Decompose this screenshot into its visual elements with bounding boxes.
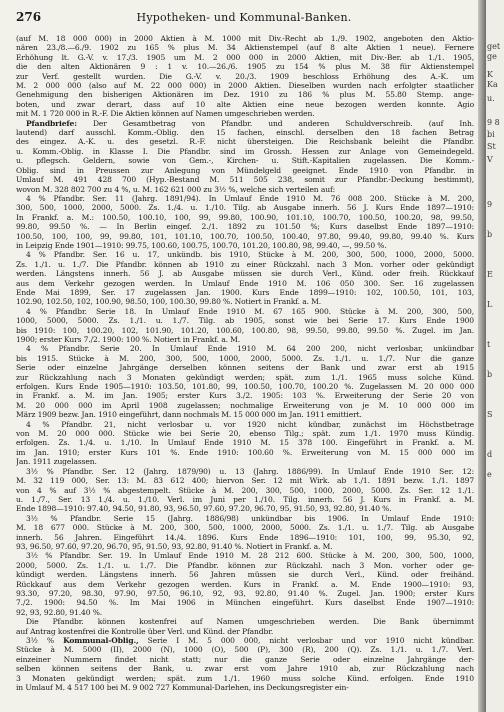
text-line: u. Komm.-Oblig. in Klasse I. Die Pfandbr. sind im Grossh. Hessen zur Anlage von Gemeindegeld. [16,146,474,156]
text-line: 3 Monaten gekündigt werden; spät. zum 1./1. 1960 muss solche Künd. erfolgen. Ende 1910 [16,673,474,683]
text-line: zur Rückzahlung nach 3 Monaten gekündigt werden; spät. zum 1./1. 1965 muss solche Künd. [16,372,474,382]
text-line: wovon M. 328 802 700 zu 4 %, u. M. 162 621 000 zu 3½ %, welche sich verteilen auf: [16,184,336,194]
text-line: Ende Mai 1899, Ser. 17 zugelassen Jan. 1900. Kurs Ende 1899—1910: 102, 100.50, 101, 103, [16,287,474,297]
text-line: aus dem Verkehr gezogen werden. In Umlauf Ende 1910 M. 106 050 300. Ser. 16 zugelassen [16,278,474,288]
text-line: M. 20 000 000 im April 1908 zugelassen; nochmalige Erweiterung von je M. 10 000 000 im [16,400,474,410]
text-line: 3½ % Kommunal-Oblig., Serie I M. 5 000 000, nicht verlosbar und vor 1910 nicht kündbar. [26,636,474,645]
text-line: des eingez. A.-K. u. des gesetzl. R.-F. nicht übersteigen. Die Reichsbank beleiht die Pfandbr. [16,137,474,147]
text-line: lautend) darf ausschl. Komm.-Oblig. den 15 fachen, einschl. derselben den 18 fachen Betrag [16,128,474,138]
text-line: 92, 93, 92.80, 91.40 %. [16,607,103,617]
text-line: März 1909 bezw. Jan. 1910 eingeführt, dann nochmals M. 15 000 000 im Jan. 1911 emittiert. [16,410,362,420]
text-line: Rückkauf aus dem Verkehr gezogen werden. Kurs in Frankf. a. M. Ende 1900—1910: 93, [16,579,474,589]
text-line: in Leipzig Ende 1901—1910: 99.75, 100.60, 100.75, 100.70, 101.20, 100.80, 98, 99.40, —, 99.50 %. [16,240,387,250]
facing-page-fragment: S [487,410,493,419]
text-line: in Frankf. a. M. im Jan. 1905; erster Kurs 3./2. 1905: 103 %. Erweiterung der Serie 20 von [16,391,474,401]
page-header [16,10,472,26]
text-line: 1000, 5000, 5000. Zs. 1./1. u. 1./7. Tilg. ab 1905, sonst wie bei Serie 17. Kurs Ende 1900 [16,316,474,326]
facing-page-fragment: St [487,142,496,151]
text-line: boten, und zwar derart, dass auf 10 alte Aktien eine neue bezogen werden konnte. Agio [16,99,474,109]
text-line: 4 % Pfandbr. Ser. 11 (Jahrg. 1891/94). In Umlauf Ende 1910 M. 76 008 200. Stücke à M. 200, [26,193,474,203]
text-line: M. 32 119 000, Ser. 13: M. 83 612 400; hiervon Ser. 12 mit Wirk. ab 1./1. 1891 bezw. 1./1. 1897 [16,476,474,486]
text-line: einzeiner Nummern findet nicht statt; nur die ganze Serie oder einzelne Jahrgänge der- [16,654,474,664]
text-line: M. 18 677 000. Stücke à M. 200, 300, 500, 1000, 2000, 5000. Zs. 1./1. u. 1./7. Tilg. ab Ausgabe [16,523,474,533]
text-line: im Jan. 1910; erster Kurs 101 %. Ende 1910: 100.60 %. Erweiterung von M. 15 000 000 im [16,447,474,457]
text-line: selben können seitens der Bank, u. zwar erst vom Jahre 1910 ab, zur Rückzahlung nach [16,664,474,674]
facing-page-fragment: ge [487,52,497,61]
text-line: 7./2. 1900: 94.50 %. Im Mai 1906 in München eingeführt. Kurs daselbst Ende 1907—1910: [16,598,474,608]
text-line: u. pflegsch. Geldern, sowie von Gem.-, Kirchen- u. Stift.-Kapitalien zugelassen. Die Komm.- [16,156,474,166]
text-line: auf Antrag kostenfrei die Kontrolle über Verl. und Künd. der Pfandbr. [16,626,274,636]
text-line: 99.80, 99.50 %. — In Berlin eingef. 2./1. 1892 zu 101.50 %; Kurs daselbst Ende 1897—1910: [16,222,474,232]
text-line: erfolgen. Zs. 1./4. u. 1./10. In Umlauf Ende 1910 M. 15 378 100. Eingeführt in Frankf. a. M. [16,438,474,448]
text-line: kündigt werden. Längstens innerh. 56 Jahren müssen sie durch Verl., Künd. oder freihänd. [16,570,474,580]
facing-page-fragment: get [487,42,501,51]
text-line: Serie oder einzelne Jahrgänge derselben können seitens der Bank und zwar erst ab 1915 [16,363,474,373]
text-line: Erhöhung lt. G.-V. v. 17./3. 1905 um M. 2 000 000 in 2000 Aktien, mit Div.-Ber. ab 1./1. 1905, [16,52,474,62]
facing-page-fragment: 9 8 [487,118,500,127]
facing-page-edge [486,0,504,712]
text-line: u. 1./7., Ser. 13 1./4. u. 1./10. Verl. im Juni per 1./10. Tilg. innerh. 56 J. Kurs in Frankf. a. M. [16,494,474,504]
text-line: 4 % Pfandbr. Serie 20. In Umlauf Ende 1910 M. 64 200 200, nicht verlosbar, unkündbar [26,344,474,354]
text-line: 4 % Pfandbr. Serie 18. In Umlauf Ende 1910 M. 67 165 900. Stücke à M. 200, 300, 500, [26,306,474,316]
text-line: von 4 % auf 3½ % abgestempelt. Stücke à M. 200, 300, 500, 1000, 2000, 5000. Zs. Ser. 12 1./1. [16,485,474,495]
text-line: 4 % Pfandbr. Ser. 16 u. 17, unkündb. bis 1910, Stücke à M. 200, 300, 500, 1000, 2000, 5000. [26,250,474,260]
page-number: 276 [16,10,42,24]
text-line: 102.90, 102.50, 102, 100.90, 98.50, 100, 100.30, 99.80 %. Notiert in Frankf. a. M. [16,297,322,307]
facing-page-fragment: Ka [487,80,498,89]
text-line: Jan. 1911 zugelassen. [16,457,97,467]
text-line: M. 2 000 000 (also auf M. 22 000 000) in 2000 Aktien. Dieselben wurden nach erfolgter staatlicher [16,81,474,91]
text-line: bis 1910: 100, 100.20, 102, 101.90, 101.20, 100.60, 100.80, 98, 99.50, 99.80, 99.50 %. Zugel. im Jan. [16,325,474,335]
text-line: die den alten Aktionären 9 : 1 v. 10.—26./6. 1905 zu 154 % plus M. 38 für Aktienstempel [16,62,474,72]
text-line: innerh. 56 Jahren. Eingeführt 14./4. 1896. Kurs Ende 1896—1910: 101, 100, 99, 95.30, 92, [16,532,474,542]
facing-page-fragment: V [487,155,493,164]
text-line: In Frankf. a. M.: 100.50, 100.10, 100, 99, 99.80, 100.90, 101.10, 100.70, 100.50, 100.20, 98, 99.50, [16,212,474,222]
text-line: 3½ % Pfandbr. Ser. 12 (Jahrg. 1879/90) u. 13 (Jahrg. 1886/99). In Umlauf Ende 1910 Ser. 12: [26,466,474,476]
facing-page-fragment: L [487,300,493,309]
text-line: Stücke à M. 5000 (II), 2000 (N), 1000 (O), 500 (P), 300 (R), 200 (Q). Zs. 1./1. u. 1./7. Verl. [16,645,474,655]
text-line: Die Pfandbr. können kostenfrei auf Namen umgeschrieben werden. Die Bank übernimmt [26,617,474,627]
facing-page-fragment: E [487,270,493,279]
facing-page-fragment: b [487,230,493,239]
facing-page-fragment: 9 [487,200,493,209]
text-line: zur Verf. gestellt wurden. Die G.-V. v. 20./3. 1909 beschloss Erhöhung des A.-K. um [16,71,474,81]
text-line: Zs. 1./1. u. 1./7. Die Pfandbr. können ab 1910 zu einer Rückzahl. nach 3 Mon. vorher oder gekündigt [16,259,474,269]
text-line: (auf M. 18 000 000) in 2000 Aktien à M. 1000 mit Div.-Recht ab 1./9. 1902, angeboten den Aktio- [16,34,474,43]
text-line: werden. Längstens innerh. 56 J. ab Ausgabe müssen sie durch Verl., Künd. oder freih. Rückkauf [16,269,474,279]
facing-page-fragment: e [487,470,492,479]
text-line: 93.30, 97.20, 98.30, 97.90, 97.50, 96.10, 92, 93, 92.80, 91.40 %. Zugel. Jan. 1900; erster Kurs [16,588,474,598]
facing-page-fragment: t [487,340,491,349]
text-line: Pfandbriefe: Der Gesamtbetrag von Pfandbr. und anderen Schuldverschreib. (auf Inh. [26,118,474,128]
text-line: 3½ % Pfandbr. Ser. 19. In Umlauf Ende 1910 M. 28 212 600. Stücke à M. 200, 300, 500, 1000, [26,551,474,561]
text-line: nären 23./8.—6./9. 1902 zu 165 % plus M. 34 Aktienstempel (auf 8 alte Aktien 1 neue). Fernere [16,43,474,53]
facing-page-fragment: K [487,70,493,79]
text-line: 4 % Pfandbr. 21, nicht verlosbar u. vor 1920 nicht kündbar, zunächst im Höchstbetrage [26,419,474,429]
text-line: erfolgen. Kurs Ende 1905—1910: 103.50, 101.80, 99, 100.50, 100.70, 100.20 %. Zugelassen M. 20 000 000 [16,382,474,392]
text-line: Oblig. sind in Preussen zur Anlegung von Mündelgeld geeignet. Ende 1910 von Pfandbr. in [16,165,474,175]
facing-page-fragment: d [487,450,493,459]
text-line: 300, 500, 1000, 2000, 5000. Zs. 1./4. u. 1./10. Tilg. ab Ausgabe innerh. 56 J. Kurs Ende 1897—1910: [16,203,474,213]
text-line: in Umlauf M. 4 517 100 bei M. 9 002 727 Kommunal-Darlehen, ins Deckungsregister ein- [16,683,349,693]
text-line: Genehmigung den bisherigen Aktionären im Dez. 1910 zu 186 % plus M. 55.80 Stemp. ange- [16,90,474,100]
facing-page-fragment: b [487,370,493,379]
body-text [16,34,474,692]
facing-page-fragment: u. [487,94,495,103]
text-line: 93, 96.50, 97.60, 97.20, 96.70, 95, 91.50, 93, 92.80, 91.40 %. Notiert in Frankf. a. M. [16,541,333,551]
text-line: mit M. 1 720 000 in R.-F. Die Aktien können auf Namen umgeschrieben werden. [16,109,315,119]
book-gutter [478,0,486,712]
running-title: Hypotheken- und Kommunal-Banken. [136,11,352,24]
text-line: von M. 20 000 000. Stücke wie bei Serie 20, ebenso Tilg.; spät. zum 1./1. 1970 muss Kündig. [16,429,474,439]
text-line: Umlauf M. 491 428 700 (Hyp.-Bestand M. 511 505 238, somit zur Pfandbr.-Deckung bestimmt), [16,175,474,185]
text-line: 3½ % Pfandbr. Serie 15 (Jahrg. 1886/98) unkündbar bis 1906. In Umlauf Ende 1910: [26,513,474,523]
facing-page-fragment: bi [487,130,495,139]
text-line: 2000, 5000. Zs. 1./1. u. 1./7. Die Pfandbr. können zur Rückzahl. nach 3 Mon. vorher oder ge- [16,560,474,570]
text-line: 100.50, 100, 100, 99, 99.80, 101, 101.10, 100.70, 100.50, 100.40, 97.80, 99.40, 99.80, 99.40 %. Kurs [16,231,474,241]
text-line: Ende 1898—1910: 97.40, 94.50, 91.80, 93, 96.50, 97.60, 97.20, 96.70, 95, 91.50, 93, 92.80, 91.40 %. [16,504,392,514]
text-line: bis 1915. Stücke à M. 200, 300, 500, 1000, 2000, 5000. Zs. 1./1. u. 1./7. Nur die ganze [16,353,474,363]
text-line: 1900; erster Kurs 7./2. 1900: 100 %. Notiert in Frankf. a. M. [16,335,241,344]
